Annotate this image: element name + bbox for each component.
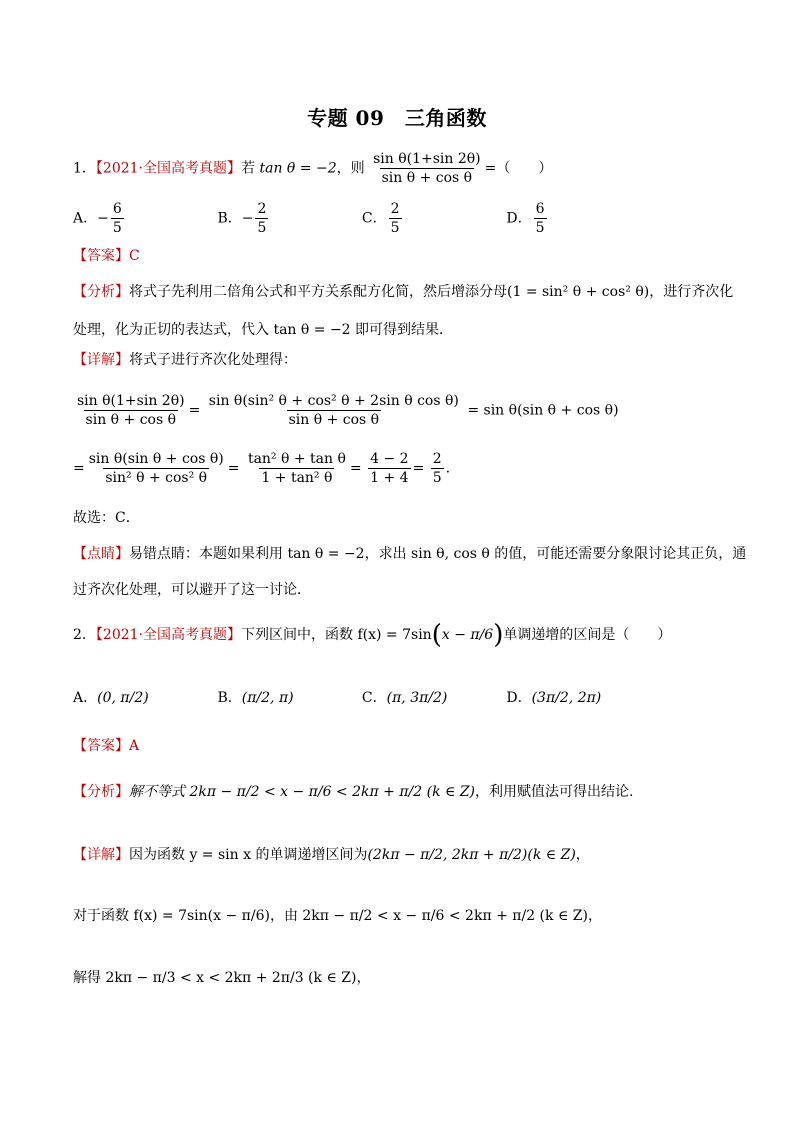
q1-suffix: =（ ） xyxy=(484,160,553,177)
option-label: C． xyxy=(361,210,387,227)
q2-source: 【2021·全国高考真题】 xyxy=(95,627,242,643)
q2-option-b xyxy=(217,688,357,708)
answer-tag: 【答案】 xyxy=(73,738,129,754)
detail-text: ， xyxy=(575,847,590,863)
eq-num: tan² θ + tan θ xyxy=(247,451,346,467)
option-label: B． xyxy=(217,690,242,706)
q1-source: 【2021·全国高考真题】 xyxy=(95,160,242,177)
detail-formula: (2kπ − π/2, 2kπ + π/2)(k ∈ Z) xyxy=(367,847,576,863)
q1-number: 1． xyxy=(73,160,96,177)
analysis-formula: (1 = sin² θ + cos² θ) xyxy=(507,284,650,300)
q2-stem-text: 下列区间中，函数 f(x) = 7sin xyxy=(241,627,432,643)
eq-den: sin θ + cos θ xyxy=(85,412,177,428)
q2-stem: 2．【2021·全国高考真题】下列区间中，函数 f(x) = 7sin(x − π/6)单调递增的区间是（ ） xyxy=(73,620,672,650)
analysis-text: ，进行齐次化 xyxy=(649,284,734,300)
q1-option-d xyxy=(506,200,646,237)
eq-num: 2 xyxy=(432,451,442,467)
note-text: 易错点睛：本题如果利用 tan θ = −2，求出 sin θ, cos θ 的值，可能还需要分象限讨论其正负，通 xyxy=(129,546,747,562)
option-num: 6 xyxy=(112,201,122,217)
q1-answer xyxy=(73,246,140,266)
option-den: 5 xyxy=(390,220,400,236)
q2-analysis xyxy=(73,782,633,802)
option-label: A． xyxy=(73,690,98,706)
option-sign: − xyxy=(241,210,254,227)
note-tag: 【点睛】 xyxy=(73,546,129,562)
option-den: 5 xyxy=(112,220,122,236)
analysis-tag: 【分析】 xyxy=(73,284,129,300)
q1-option-a xyxy=(73,200,213,237)
detail-text: 将式子进行齐次化处理得： xyxy=(129,352,297,368)
option-den: 5 xyxy=(535,220,545,236)
q2-detail-line1 xyxy=(73,845,590,865)
q1-analysis-line2: 处理，化为正切的表达式，代入 tan θ = −2 即可得到结果． xyxy=(73,322,454,338)
q1-detail-intro xyxy=(73,350,297,370)
q2-options xyxy=(73,688,646,708)
detail-text: 因为函数 y = sin x 的单调递增区间为 xyxy=(129,847,368,863)
q1-given: tan θ = −2 xyxy=(259,160,337,177)
q2-detail-line2: 对于函数 f(x) = 7sin(x − π/6)，由 2kπ − π/2 < x − π/6 < 2kπ + π/2 (k ∈ Z)， xyxy=(73,908,602,924)
eq-num: sin θ(sin θ + cos θ) xyxy=(88,451,224,467)
q1-equation-2: = $\frac{\text{sin θ(sin θ + cos θ)}}{\text{sin² θ + cos² θ}}$ = $\frac{\text{tan² θ + tan θ}}{\text{1 + tan² θ}}$ = $\frac{4 - 2}{1 + 4}$ = $\frac{2}{5}$ . xyxy=(73,451,451,486)
q2-option-d xyxy=(506,688,646,708)
q2-stem-arg: x − π/6 xyxy=(441,627,494,643)
q1-prefix: 若 xyxy=(241,160,256,177)
analysis-tag: 【分析】 xyxy=(73,784,129,800)
eq-num: sin θ(sin² θ + cos² θ + 2sin θ cos θ) xyxy=(208,393,459,409)
q2-option-c xyxy=(362,688,502,708)
q1-equation-1: $\frac{\text{sin θ(1+sin 2θ)}}{\text{sin θ + cos θ}}$ = $\frac{\text{sin θ(sin² θ + cos² θ + 2sin θ cos θ)}}{\text{sin θ + cos θ}}$ = sin θ(sin θ + cos θ) xyxy=(77,393,619,428)
detail-tag: 【详解】 xyxy=(73,352,129,368)
q1-note-line1 xyxy=(73,544,746,564)
eq-num: sin θ(1+sin 2θ) xyxy=(77,393,185,409)
option-den: 5 xyxy=(257,220,267,236)
q1-choice: 故选：C． xyxy=(73,510,140,526)
eq-den: sin θ + cos θ xyxy=(288,412,380,428)
q2-stem-text: 单调递增的区间是（ ） xyxy=(503,627,672,643)
q2-detail-line3: 解得 2kπ − π/3 < x < 2kπ + 2π/3 (k ∈ Z)， xyxy=(73,970,371,986)
analysis-formula: 解不等式 2kπ − π/2 < x − π/6 < 2kπ + π/2 (k ∈ Z) xyxy=(129,784,476,800)
eq-num: 4 − 2 xyxy=(370,451,409,467)
q1-mid: ，则 xyxy=(336,160,365,177)
eq-rhs: = sin θ(sin θ + cos θ) xyxy=(467,402,619,419)
q1-analysis-line1 xyxy=(73,282,733,302)
eq-den: 5 xyxy=(432,470,442,486)
analysis-text: ，利用赋值法可得出结论. xyxy=(475,784,634,800)
q1-stem xyxy=(73,150,552,187)
q1-expression xyxy=(371,150,483,187)
option-num: 2 xyxy=(390,201,400,217)
q1-option-b xyxy=(217,200,357,237)
answer-value: A xyxy=(129,738,140,754)
q1-options xyxy=(73,200,646,237)
option-label: D． xyxy=(506,210,532,227)
q2-answer xyxy=(73,736,139,756)
eq-den: 1 + tan² θ xyxy=(261,470,333,486)
option-text: (π, 3π/2) xyxy=(386,690,448,706)
detail-tag: 【详解】 xyxy=(73,847,129,863)
page-title: 专题 09 三角函数 xyxy=(307,106,487,130)
option-num: 2 xyxy=(257,201,267,217)
option-label: A． xyxy=(73,210,98,227)
option-text: (3π/2, 2π) xyxy=(531,690,602,706)
option-sign: − xyxy=(97,210,109,227)
eq-den: 1 + 4 xyxy=(370,470,409,486)
analysis-text: 将式子先利用二倍角公式和平方关系配方化简，然后增添分母 xyxy=(129,284,507,300)
q1-expr-den: sin θ + cos θ xyxy=(381,170,473,186)
q2-option-a xyxy=(73,688,213,708)
answer-tag: 【答案】 xyxy=(73,248,129,264)
option-text: (π/2, π) xyxy=(241,690,294,706)
eq-den: sin² θ + cos² θ xyxy=(105,470,208,486)
q1-note-line2: 过齐次化处理，可以避开了这一讨论． xyxy=(73,582,311,598)
option-num: 6 xyxy=(535,201,545,217)
option-label: B． xyxy=(217,210,242,227)
option-label: C． xyxy=(361,690,387,706)
q1-option-c xyxy=(362,200,502,237)
option-label: D． xyxy=(506,690,532,706)
q1-expr-num: sin θ(1+sin 2θ) xyxy=(373,151,481,167)
option-text: (0, π/2) xyxy=(97,690,149,706)
q2-number: 2． xyxy=(73,627,96,643)
answer-value: C xyxy=(129,248,140,264)
